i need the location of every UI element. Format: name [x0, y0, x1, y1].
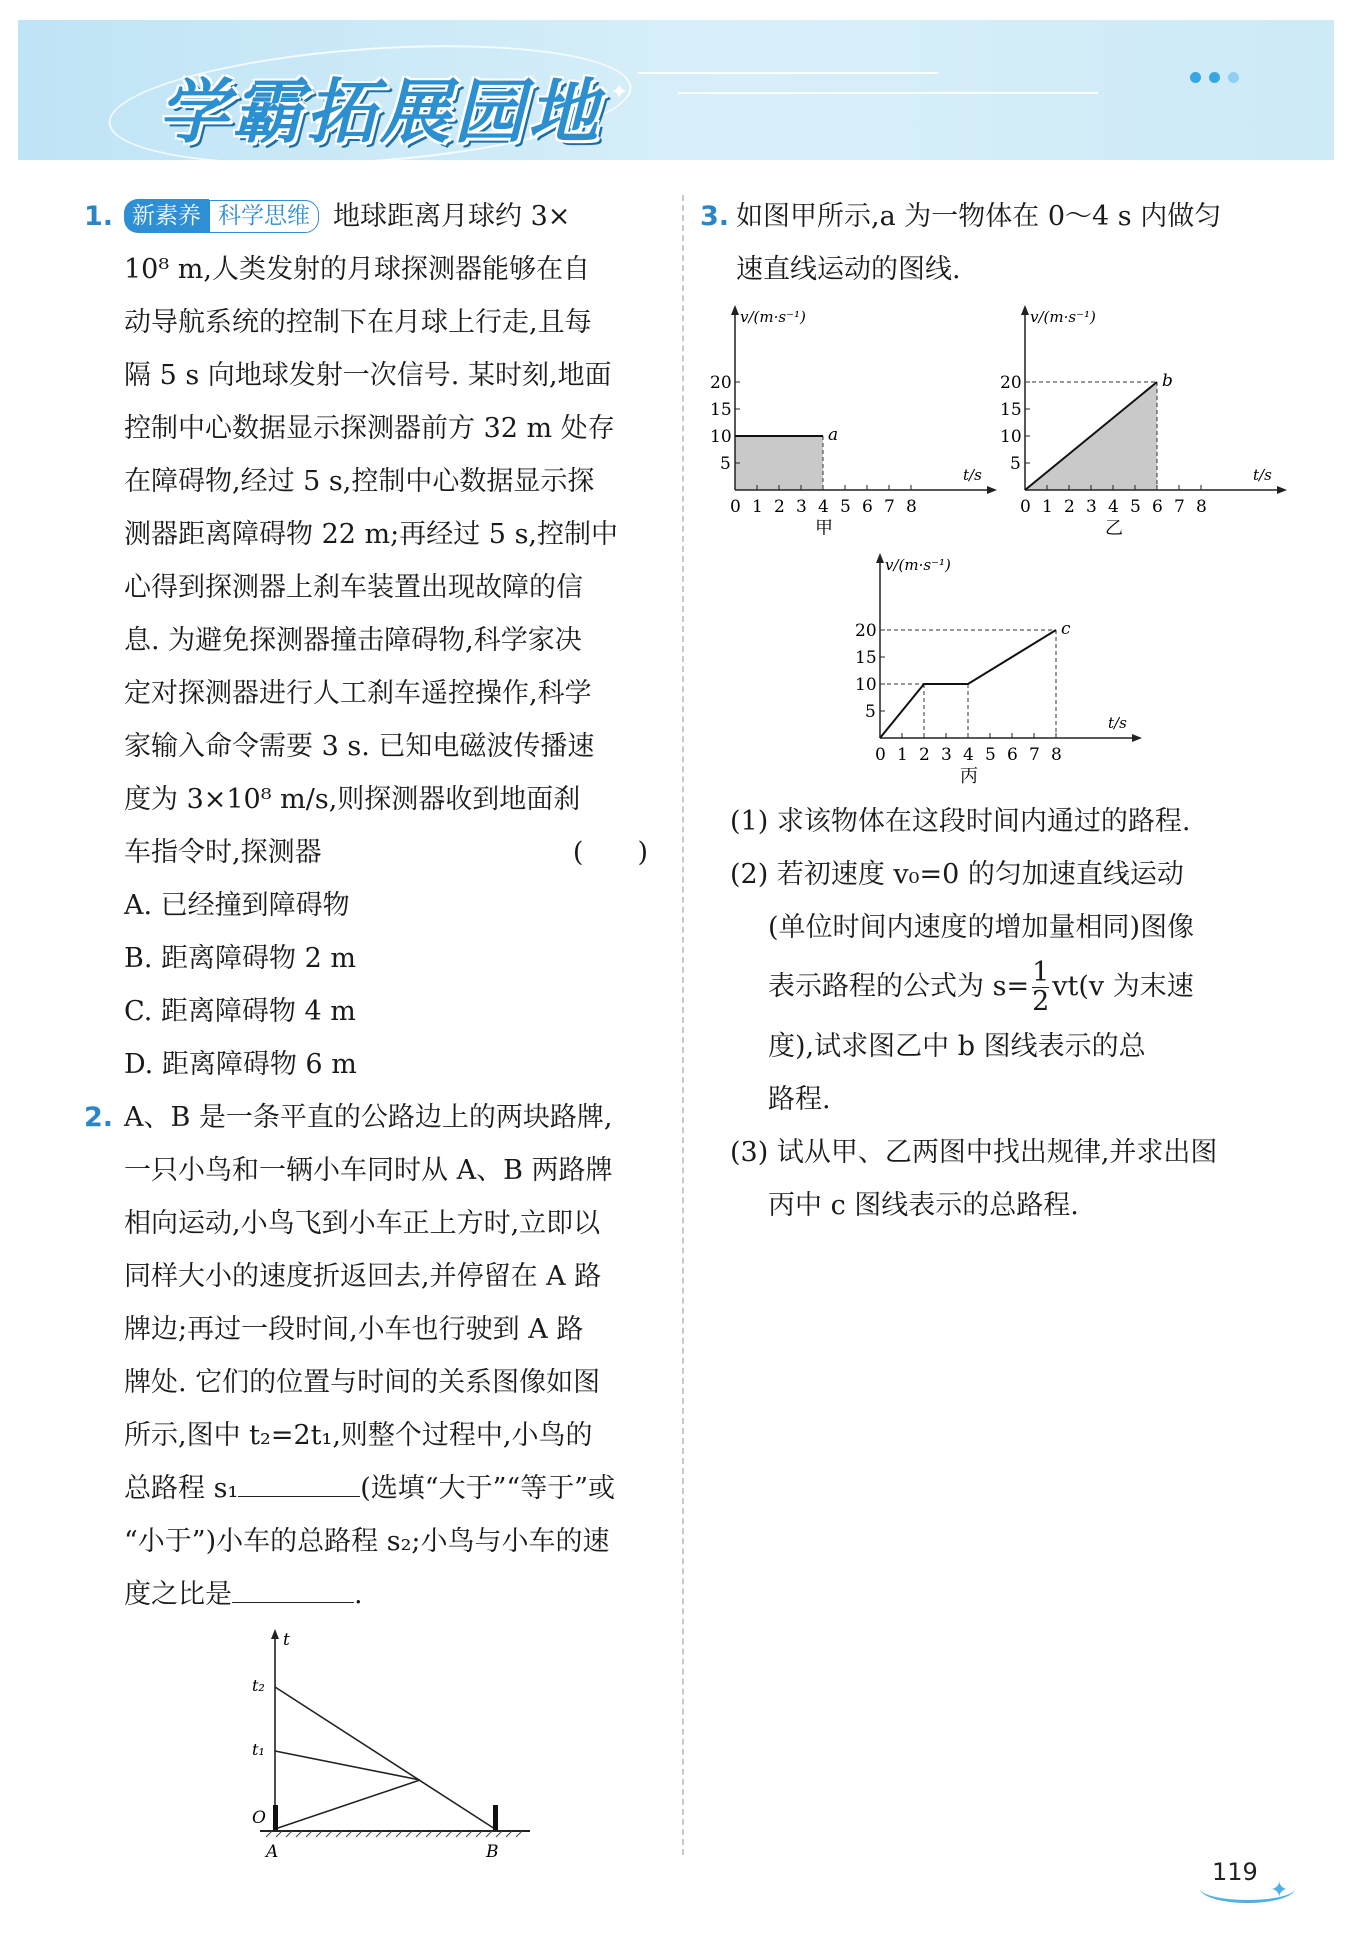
- q1-line: 10⁸ m,人类发射的月球探测器能够在自: [124, 254, 590, 285]
- banner-line: [638, 72, 938, 74]
- y-tick-label: 15: [855, 648, 877, 668]
- q2-line: “小于”)小车的总路程 s₂;小鸟与小车的速: [124, 1526, 610, 1557]
- x-tick-label: 1: [897, 745, 908, 765]
- x-axis-label: t/s: [1253, 466, 1272, 484]
- b-label: B: [486, 1842, 499, 1862]
- x-axis-label: t/s: [963, 466, 982, 484]
- q1-line: 车指令时,探测器 ( ): [88, 826, 658, 879]
- bird-forward-line: [275, 1780, 420, 1829]
- right-column: [700, 190, 1280, 296]
- y-axis-label: v/(m·s⁻¹): [1030, 308, 1096, 326]
- page-number: 119: [1212, 1858, 1258, 1886]
- x-axis-label: t/s: [1108, 714, 1127, 732]
- x-tick-label: 7: [1029, 745, 1040, 765]
- x-tick-label: 0: [730, 497, 741, 517]
- question-2: [84, 1091, 658, 1621]
- question-number: 1.: [84, 201, 114, 232]
- origin-label: O: [252, 1808, 266, 1828]
- star-icon: ✦: [1270, 1878, 1289, 1903]
- fraction: $\frac{1}{2}$: [1032, 957, 1050, 1017]
- x-axis-arrow: [1277, 486, 1287, 494]
- q1-line: 隔 5 s 向地球发射一次信号. 某时刻,地面: [124, 360, 612, 391]
- y-axis-label: v/(m·s⁻¹): [885, 556, 951, 574]
- x-tick-label: 8: [1051, 745, 1062, 765]
- chart-caption: 甲: [815, 518, 833, 535]
- y-tick-label: 15: [710, 400, 732, 420]
- q3-sub2-line: 路程.: [768, 1084, 831, 1115]
- x-tick-label: 3: [1086, 497, 1097, 517]
- q1-line: 心得到探测器上刹车装置出现故障的信: [124, 572, 583, 603]
- option-b: B. 距离障碍物 2 m: [124, 943, 356, 974]
- header-banner: [18, 20, 1334, 160]
- y-axis-label: v/(m·s⁻¹): [740, 308, 806, 326]
- t1-label: t₁: [252, 1740, 265, 1759]
- q2-line: 一只小鸟和一辆小车同时从 A、B 两路牌: [124, 1155, 613, 1186]
- option-a: A. 已经撞到障碍物: [124, 890, 350, 921]
- y-tick-label: 10: [1000, 427, 1022, 447]
- q2-line: 度之比是 .: [88, 1568, 658, 1621]
- q1-line: 定对探测器进行人工刹车遥控操作,科学: [124, 678, 592, 709]
- q2-line: 所示,图中 t₂=2t₁,则整个过程中,小鸟的: [124, 1420, 593, 1451]
- chart-caption: 乙: [1105, 518, 1123, 535]
- y-axis-arrow: [876, 553, 884, 563]
- chart-yi: [995, 300, 1295, 535]
- x-tick-label: 0: [875, 745, 886, 765]
- x-tick-label: 7: [1174, 497, 1185, 517]
- sparkle-icon: ✦: [610, 80, 629, 105]
- q1-line: 家输入命令需要 3 s. 已知电磁波传播速: [124, 731, 595, 762]
- x-tick-label: 8: [906, 497, 917, 517]
- q2-line: 相向运动,小鸟飞到小车正上方时,立即以: [124, 1208, 601, 1239]
- page-title: 学霸拓展园地: [158, 71, 602, 153]
- left-column: [84, 190, 658, 1621]
- q3-sub2-formula: 表示路程的公式为 s= $\frac{1}{2}$ vt(v 为末速: [768, 957, 1194, 1017]
- x-tick-label: 0: [1020, 497, 1031, 517]
- column-divider: [682, 195, 684, 1855]
- t-axis-label: t: [283, 1630, 290, 1650]
- x-tick-label: 1: [752, 497, 763, 517]
- x-tick-label: 4: [818, 497, 829, 517]
- x-tick-label: 5: [1130, 497, 1141, 517]
- q3-sub2-line: (单位时间内速度的增加量相同)图像: [768, 912, 1195, 943]
- t2-label: t₂: [252, 1676, 265, 1695]
- q3-sub2: (2) 若初速度 v₀=0 的匀加速直线运动: [730, 859, 1184, 890]
- y-tick-label: 10: [710, 427, 732, 447]
- x-tick-label: 7: [884, 497, 895, 517]
- x-tick-label: 6: [1152, 497, 1163, 517]
- t-axis-arrow: [271, 1629, 279, 1639]
- x-tick-label: 4: [963, 745, 974, 765]
- q2-position-time-figure: [230, 1625, 550, 1865]
- y-tick-label: 5: [720, 454, 731, 474]
- option-d: D. 距离障碍物 6 m: [124, 1049, 357, 1080]
- x-tick-label: 2: [1064, 497, 1075, 517]
- question-number: 3.: [700, 201, 730, 232]
- tag-badge: 新素养: [124, 199, 209, 233]
- option-c: C. 距离障碍物 4 m: [124, 996, 356, 1027]
- question-1: [84, 190, 658, 1091]
- q3-sub3-line: 丙中 c 图线表示的总路程.: [768, 1190, 1079, 1221]
- a-label: A: [266, 1842, 279, 1862]
- dots-icon: [1182, 68, 1239, 87]
- q3-sub1: (1) 求该物体在这段时间内通过的路程.: [730, 806, 1191, 837]
- q1-line: 动导航系统的控制下在月球上行走,且每: [124, 307, 592, 338]
- banner-line: [678, 92, 1098, 94]
- q1-line: 控制中心数据显示探测器前方 32 m 处存: [124, 413, 615, 444]
- series-label: a: [828, 425, 839, 445]
- y-tick-label: 20: [1000, 373, 1022, 393]
- answer-blank[interactable]: [238, 1468, 360, 1497]
- x-tick-label: 4: [1108, 497, 1119, 517]
- q2-line: A、B 是一条平直的公路边上的两块路牌,: [124, 1102, 613, 1133]
- q2-line: 总路程 s₁ (选填“大于”“等于”或: [88, 1462, 658, 1515]
- q1-line: 测器距离障碍物 22 m;再经过 5 s,控制中: [124, 519, 619, 550]
- q3-intro-line: 速直线运动的图线.: [736, 254, 961, 285]
- series-label: b: [1162, 371, 1173, 391]
- x-tick-label: 8: [1196, 497, 1207, 517]
- y-tick-label: 20: [855, 621, 877, 641]
- y-tick-label: 5: [1010, 454, 1021, 474]
- x-axis-arrow: [1132, 734, 1142, 742]
- y-tick-label: 15: [1000, 400, 1022, 420]
- q1-line: 在障碍物,经过 5 s,控制中心数据显示探: [124, 466, 595, 497]
- x-tick-label: 3: [796, 497, 807, 517]
- q1-line: 度为 3×10⁸ m/s,则探测器收到地面刹: [124, 784, 581, 815]
- q3-intro-line: 如图甲所示,a 为一物体在 0～4 s 内做匀: [736, 201, 1222, 232]
- q2-line: 牌处. 它们的位置与时间的关系图像如图: [124, 1367, 601, 1398]
- series-label: c: [1061, 619, 1071, 639]
- answer-paren: ( ): [572, 837, 648, 868]
- tag-badge-secondary: 科学思维: [209, 200, 319, 233]
- sign-b: [493, 1805, 498, 1831]
- question-number: 2.: [84, 1102, 114, 1133]
- y-axis-arrow: [731, 305, 739, 315]
- q2-line: 牌边;再过一段时间,小车也行驶到 A 路: [124, 1314, 584, 1345]
- chart-caption: 丙: [960, 766, 978, 787]
- x-tick-label: 5: [985, 745, 996, 765]
- x-tick-label: 2: [919, 745, 930, 765]
- y-tick-label: 20: [710, 373, 732, 393]
- chart-jia: [705, 300, 1005, 535]
- q2-line: 同样大小的速度折返回去,并停留在 A 路: [124, 1261, 602, 1292]
- chart-bing: [850, 548, 1150, 788]
- y-tick-label: 5: [865, 702, 876, 722]
- q1-line: 息. 为避免探测器撞击障碍物,科学家决: [124, 625, 582, 656]
- x-tick-label: 1: [1042, 497, 1053, 517]
- question-3: [700, 190, 1280, 296]
- bird-return-line: [275, 1751, 420, 1780]
- y-axis-arrow: [1021, 305, 1029, 315]
- q3-subquestions: [700, 795, 1280, 1232]
- shaded-area: [735, 436, 823, 490]
- x-tick-label: 6: [1007, 745, 1018, 765]
- x-tick-label: 6: [862, 497, 873, 517]
- x-tick-label: 3: [941, 745, 952, 765]
- q3-sub2-line: 度),试求图乙中 b 图线表示的总: [768, 1031, 1146, 1062]
- q3-sub3: (3) 试从甲、乙两图中找出规律,并求出图: [730, 1137, 1218, 1168]
- answer-blank[interactable]: [232, 1574, 354, 1603]
- q1-line: 新素养 科学思维 地球距离月球约 3×: [88, 190, 658, 243]
- y-tick-label: 10: [855, 675, 877, 695]
- x-tick-label: 2: [774, 497, 785, 517]
- sign-a: [273, 1805, 278, 1831]
- x-tick-label: 5: [840, 497, 851, 517]
